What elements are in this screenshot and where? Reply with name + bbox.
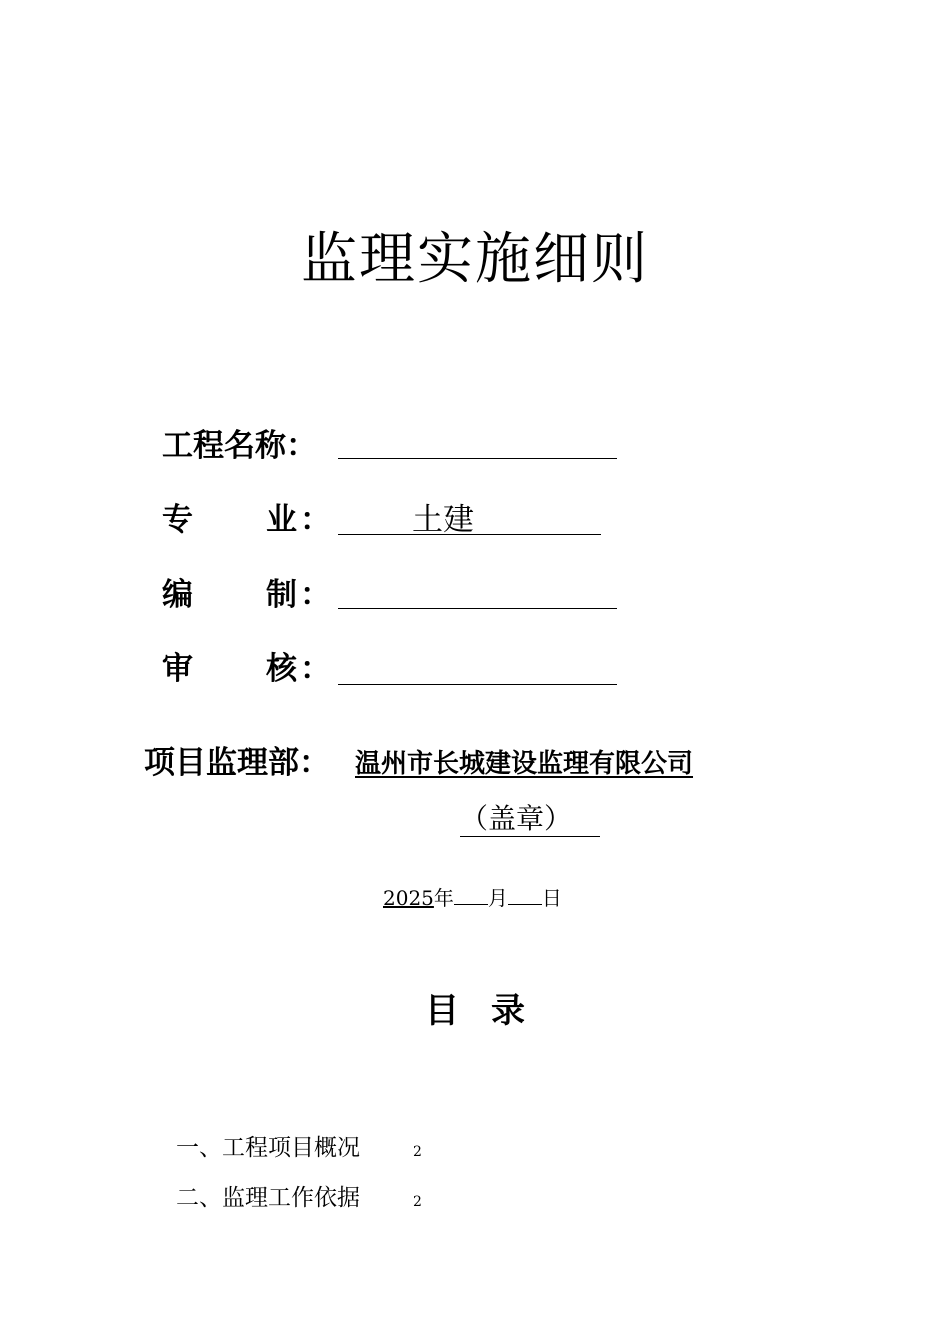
toc-item-2[interactable]: 二、监理工作依据 <box>176 1185 360 1211</box>
reviewer-label-char-1: 审 <box>162 651 193 687</box>
compiler-label-char-1: 编 <box>162 577 193 613</box>
date-day-blank[interactable] <box>508 886 542 905</box>
toc-title-char-1: 目 <box>425 991 459 1031</box>
date-year: 2025 <box>383 886 434 910</box>
seal-underline <box>460 836 600 837</box>
project-department-name: 温州市长城建设监理有限公司 <box>355 749 694 779</box>
toc-item-1[interactable]: 一、工程项目概况 <box>176 1135 360 1161</box>
compiler-label-char-2: 制 <box>266 577 297 613</box>
date-year-unit: 年 <box>433 886 454 910</box>
compiler-label <box>162 573 342 617</box>
document-title: 监理实施细则 <box>301 227 649 292</box>
toc-title-char-2: 录 <box>491 991 525 1031</box>
reviewer-label-char-2: 核 <box>266 651 297 687</box>
specialty-field[interactable] <box>338 534 601 535</box>
toc-item-2-page: 2 <box>413 1194 422 1210</box>
compiler-label-colon: ： <box>300 577 331 613</box>
project-name-label: 工程名称： <box>162 428 317 464</box>
specialty-label-char-2: 业 <box>266 502 297 538</box>
reviewer-label-colon: ： <box>300 651 331 687</box>
specialty-value: 土建 <box>412 502 474 538</box>
specialty-label <box>162 498 342 542</box>
specialty-label-colon: ： <box>300 502 331 538</box>
reviewer-field[interactable] <box>338 684 617 685</box>
project-department-label: 项目监理部： <box>144 745 330 781</box>
toc-title <box>425 988 525 1034</box>
date-month-unit: 月 <box>487 886 508 910</box>
specialty-label-char-1: 专 <box>162 502 193 538</box>
reviewer-label <box>162 647 342 691</box>
seal-placeholder: （盖章） <box>460 802 573 835</box>
date-row <box>383 884 562 912</box>
date-day-unit: 日 <box>541 886 562 910</box>
date-month-blank[interactable] <box>454 886 488 905</box>
compiler-field[interactable] <box>338 608 617 609</box>
project-name-field[interactable] <box>338 458 617 459</box>
toc-item-1-page: 2 <box>413 1144 422 1160</box>
